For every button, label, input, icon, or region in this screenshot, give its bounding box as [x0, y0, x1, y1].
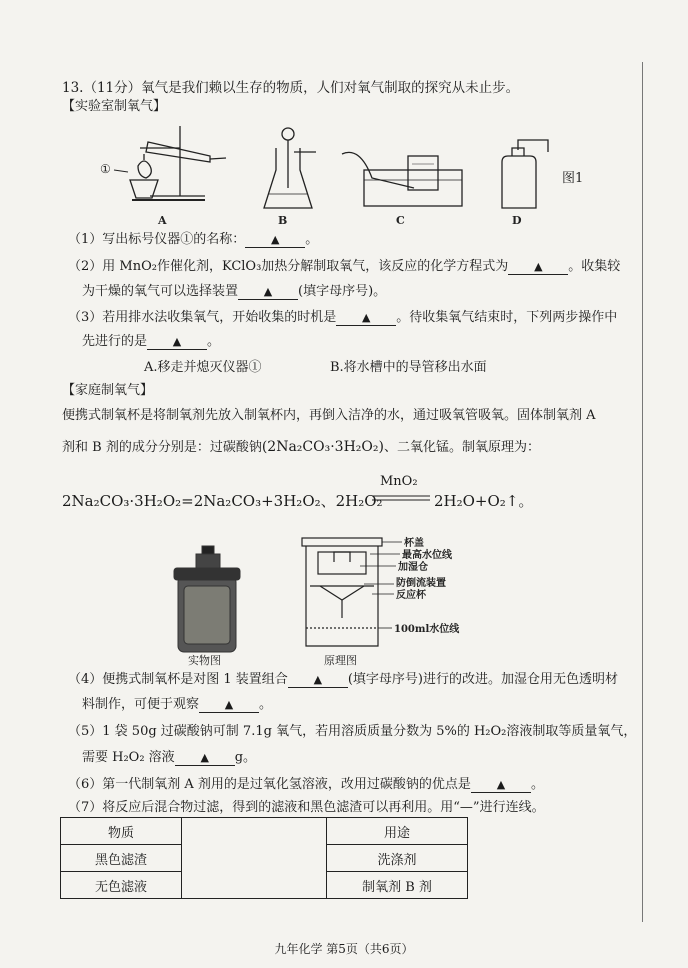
label-anti-backflow: 防倒流装置	[396, 578, 446, 589]
question-3: （3）若用排水法收集氧气，开始收集的时机是 ▲ 。待收集氧气结束时，下列两步操作中	[68, 310, 618, 325]
answer-blank-4b[interactable]: ▲	[199, 697, 259, 713]
question-4: （4）便携式制氧杯是对图 1 装置组合 ▲ (填字母序号)进行的改进。加湿仓用无色透明材	[68, 672, 618, 687]
paragraph-line-1: 便携式制氧杯是将制氧剂先放入制氧杯内，再倒入洁净的水，通过吸氧管吸氧。固体制氧剂 A	[62, 408, 596, 423]
photo-caption: 实物图	[188, 654, 221, 667]
label-100ml-line: 100ml水位线	[394, 624, 460, 635]
table-substance-colorless-filtrate: 无色滤液	[61, 872, 182, 899]
answer-blank-5[interactable]: ▲	[175, 750, 235, 766]
equation-left: 2Na₂CO₃·3H₂O₂=2Na₂CO₃+3H₂O₂、2H₂O₂	[62, 492, 383, 510]
label-humidifier: 加湿仓	[398, 562, 428, 573]
question-3-line-2: 先进行的是 ▲ 。	[82, 334, 221, 349]
equation-right: 2H₂O+O₂↑。	[434, 492, 534, 510]
answer-blank-2b[interactable]: ▲	[238, 284, 298, 300]
answer-blank-2a[interactable]: ▲	[508, 259, 568, 275]
question-5: （5）1 袋 50g 过碳酸钠可制 7.1g 氧气，若用溶质质量分数为 5%的 H₂O₂溶液制取等质量氧气，	[68, 724, 637, 739]
apparatus-label-d: D	[512, 214, 522, 227]
table-header-use: 用途	[327, 818, 468, 845]
question-4-line-2: 料制作，可便于观察 ▲ 。	[82, 697, 273, 712]
label-cup-lid: 杯盖	[404, 538, 424, 549]
option-b: B.将水槽中的导管移出水面	[330, 360, 487, 375]
matching-table	[60, 817, 468, 899]
answer-blank-6[interactable]: ▲	[471, 777, 531, 793]
marker-circle-one: ①	[100, 162, 111, 176]
matching-line-area[interactable]	[182, 818, 327, 899]
question-title: 13.（11分）氧气是我们赖以生存的物质，人们对氧气制取的探究从未止步。	[62, 80, 520, 96]
section-home-heading: 【家庭制氧气】	[62, 383, 154, 398]
table-header-substance: 物质	[61, 818, 182, 845]
answer-blank-3b[interactable]: ▲	[147, 334, 207, 350]
table-substance-black-residue: 黑色滤渣	[61, 845, 182, 872]
option-a: A.移走并熄灭仪器①	[144, 360, 262, 375]
question-2-line-2: 为干燥的氧气可以选择装置 ▲ (填字母序号)。	[82, 284, 387, 299]
section-lab-heading: 【实验室制氧气】	[62, 99, 167, 114]
figure-1-apparatus	[0, 118, 688, 238]
paragraph-line-2: 剂和 B 剂的成分分别是：过碳酸钠(2Na₂CO₃·3H₂O₂)、二氧化锰。制氧原理为：	[62, 439, 540, 455]
equation-double-line	[0, 494, 688, 504]
apparatus-d	[502, 140, 548, 208]
device-photo	[174, 546, 240, 652]
diagram-caption: 原理图	[324, 654, 357, 667]
apparatus-label-a: A	[158, 214, 167, 227]
table-use-detergent: 洗涤剂	[327, 845, 468, 872]
apparatus-c	[342, 152, 462, 206]
question-5-line-2: 需要 H₂O₂ 溶液 ▲ g。	[82, 750, 257, 765]
question-1: （1）写出标号仪器①的名称： ▲ 。	[68, 232, 319, 247]
answer-blank-3a[interactable]: ▲	[336, 310, 396, 326]
device-figures	[0, 528, 688, 667]
apparatus-a	[130, 126, 226, 200]
label-reaction-cup: 反应杯	[396, 590, 426, 601]
apparatus-label-c: C	[396, 214, 405, 227]
apparatus-label-b: B	[278, 214, 288, 227]
answer-blank-1[interactable]: ▲	[245, 232, 305, 248]
question-7: （7）将反应后混合物过滤，得到的滤液和黑色滤渣可以再利用。用“—”进行连线。	[68, 800, 545, 815]
figure-1-label: 图1	[562, 171, 584, 186]
apparatus-b	[264, 128, 316, 208]
page-footer: 九年化学 第5页（共6页）	[274, 942, 414, 956]
question-2: （2）用 MnO₂作催化剂，KClO₃加热分解制取氧气，该反应的化学方程式为 ▲ 。收集较	[68, 259, 621, 274]
label-max-water-line: 最高水位线	[402, 550, 452, 561]
equation-catalyst: MnO₂	[380, 474, 418, 489]
answer-blank-4a[interactable]: ▲	[288, 672, 348, 688]
table-use-oxygen-agent-b: 制氧剂 B 剂	[327, 872, 468, 899]
question-6: （6）第一代制氧剂 A 剂用的是过氧化氢溶液，改用过碳酸钠的优点是 ▲ 。	[68, 777, 544, 792]
